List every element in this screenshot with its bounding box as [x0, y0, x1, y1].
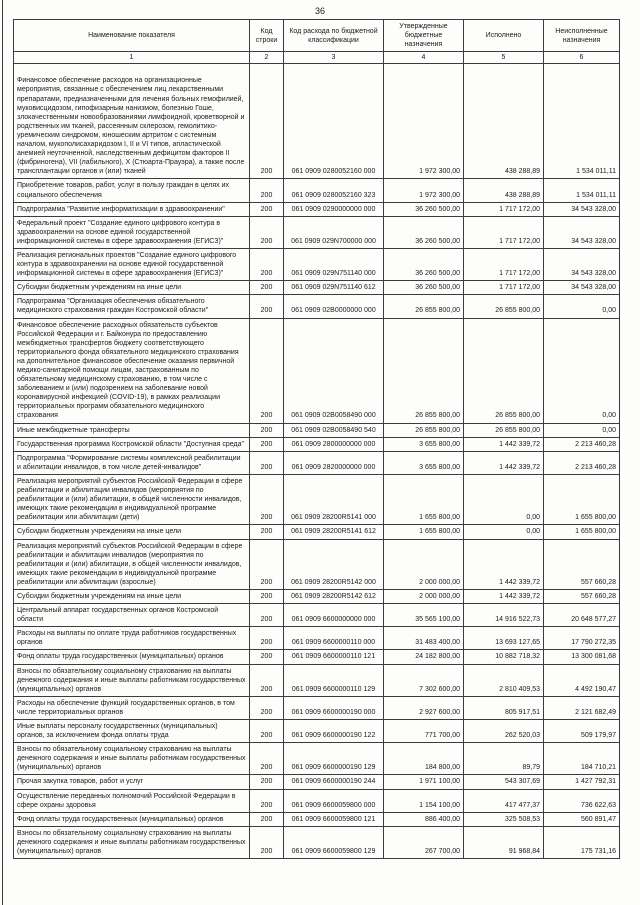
unexecuted-amount: 34 543 328,00	[544, 281, 620, 295]
budget-classification-code: 061 0909 02В0058490 540	[284, 423, 384, 437]
unexecuted-amount: 184 710,21	[544, 743, 620, 775]
executed-amount: 89,79	[464, 743, 544, 775]
header-unexecuted: Неисполненные назначения	[544, 20, 620, 52]
executed-amount: 417 477,37	[464, 789, 544, 812]
budget-classification-code: 061 0909 2820000000 000	[284, 451, 384, 474]
line-code: 200	[250, 525, 284, 539]
approved-amount: 24 182 800,00	[384, 650, 464, 664]
line-code: 200	[250, 539, 284, 589]
approved-amount: 267 700,00	[384, 826, 464, 858]
line-code: 200	[250, 696, 284, 719]
indicator-name: Взносы по обязательному социальному страхованию на выплаты денежного содержания и иные выплаты работникам государственных (муниципальных) органов	[14, 664, 250, 696]
indicator-name: Фонд оплаты труда государственных (муниципальных) органов	[14, 650, 250, 664]
unexecuted-amount: 0,00	[544, 295, 620, 318]
unexecuted-amount: 0,00	[544, 423, 620, 437]
budget-classification-code: 061 0909 029N751140 612	[284, 281, 384, 295]
unexecuted-amount: 34 543 328,00	[544, 202, 620, 216]
unexecuted-amount: 560 891,47	[544, 812, 620, 826]
executed-amount: 26 855 800,00	[464, 318, 544, 423]
budget-classification-code: 061 0909 6600000190 129	[284, 743, 384, 775]
approved-amount: 36 260 500,00	[384, 202, 464, 216]
approved-amount: 771 700,00	[384, 720, 464, 743]
scan-edge-line	[2, 0, 3, 905]
col-number-5: 5	[464, 52, 544, 64]
unexecuted-amount: 13 300 081,68	[544, 650, 620, 664]
budget-classification-code: 061 0909 0280052160 000	[284, 64, 384, 179]
header-approved: Утвержденные бюджетные назначения	[384, 20, 464, 52]
executed-amount: 1 442 339,72	[464, 539, 544, 589]
budget-classification-code: 061 0909 6600000110 129	[284, 664, 384, 696]
executed-amount: 262 520,03	[464, 720, 544, 743]
line-code: 200	[250, 248, 284, 280]
line-code: 200	[250, 789, 284, 812]
budget-classification-code: 061 0909 6600000190 122	[284, 720, 384, 743]
executed-amount: 26 855 800,00	[464, 423, 544, 437]
table-row	[14, 650, 620, 664]
table-row	[14, 664, 620, 696]
line-code: 200	[250, 775, 284, 789]
table-row	[14, 627, 620, 650]
unexecuted-amount: 1 534 011,11	[544, 64, 620, 179]
indicator-name: Субсидии бюджетным учреждениям на иные цели	[14, 589, 250, 603]
col-number-3: 3	[284, 52, 384, 64]
indicator-name: Подпрограмма "Формирование системы комплексной реабилитации и абилитации инвалидов, в том числе детей-инвалидов"	[14, 451, 250, 474]
executed-amount: 543 307,69	[464, 775, 544, 789]
approved-amount: 31 483 400,00	[384, 627, 464, 650]
line-code: 200	[250, 423, 284, 437]
approved-amount: 3 655 800,00	[384, 437, 464, 451]
table-row	[14, 589, 620, 603]
indicator-name: Осуществление переданных полномочий Российской Федерации в сфере охраны здоровья	[14, 789, 250, 812]
table-row	[14, 525, 620, 539]
table-row	[14, 281, 620, 295]
unexecuted-amount: 1 655 800,00	[544, 474, 620, 524]
unexecuted-amount: 2 213 460,28	[544, 437, 620, 451]
indicator-name: Реализация региональных проектов "Создание единого цифрового контура в здравоохранении на основе единой государственной информационной системы в сфере здравоохранения (ЕГИСЗ)"	[14, 248, 250, 280]
executed-amount: 26 855 800,00	[464, 295, 544, 318]
indicator-name: Реализация мероприятий субъектов Российской Федерации в сфере реабилитации и абилитации инвалидов (мероприятия по реабилитации и (или) абилитации, в общей численности инвалидов, имеющих такие рекомендации в индивидуальной программе реабилитации или абилитации (дети)	[14, 474, 250, 524]
approved-amount: 35 565 100,00	[384, 604, 464, 627]
table-row	[14, 248, 620, 280]
unexecuted-amount: 34 543 328,00	[544, 248, 620, 280]
unexecuted-amount: 1 427 792,31	[544, 775, 620, 789]
unexecuted-amount: 20 648 577,27	[544, 604, 620, 627]
approved-amount: 36 260 500,00	[384, 216, 464, 248]
approved-amount: 1 972 300,00	[384, 64, 464, 179]
budget-classification-code: 061 0909 28200R5142 612	[284, 589, 384, 603]
line-code: 200	[250, 604, 284, 627]
budget-classification-code: 061 0909 28200R5142 000	[284, 539, 384, 589]
table-row	[14, 474, 620, 524]
unexecuted-amount: 17 790 272,35	[544, 627, 620, 650]
table-row	[14, 295, 620, 318]
executed-amount: 1 717 172,00	[464, 281, 544, 295]
line-code: 200	[250, 474, 284, 524]
header-budget-code: Код расхода по бюджетной классификации	[284, 20, 384, 52]
indicator-name: Фонд оплаты труда государственных (муниципальных) органов	[14, 812, 250, 826]
line-code: 200	[250, 650, 284, 664]
unexecuted-amount: 1 655 800,00	[544, 525, 620, 539]
approved-amount: 36 260 500,00	[384, 281, 464, 295]
executed-amount: 1 442 339,72	[464, 437, 544, 451]
line-code: 200	[250, 179, 284, 202]
budget-classification-code: 061 0909 6600059800 129	[284, 826, 384, 858]
table-row	[14, 437, 620, 451]
budget-classification-code: 061 0909 02В0058490 000	[284, 318, 384, 423]
approved-amount: 886 400,00	[384, 812, 464, 826]
approved-amount: 1 154 100,00	[384, 789, 464, 812]
col-number-2: 2	[250, 52, 284, 64]
indicator-name: Взносы по обязательному социальному страхованию на выплаты денежного содержания и иные выплаты работникам государственных (муниципальных) органов	[14, 743, 250, 775]
indicator-name: Субсидии бюджетным учреждениям на иные цели	[14, 281, 250, 295]
budget-classification-code: 061 0909 0280052160 323	[284, 179, 384, 202]
line-code: 200	[250, 318, 284, 423]
executed-amount: 438 288,89	[464, 179, 544, 202]
approved-amount: 2 927 600,00	[384, 696, 464, 719]
header-line-code: Код строки	[250, 20, 284, 52]
budget-classification-code: 061 0909 6600059800 000	[284, 789, 384, 812]
indicator-name: Подпрограмма "Развитие информатизации в здравоохранении"	[14, 202, 250, 216]
indicator-name: Иные выплаты персоналу государственных (муниципальных) органов, за исключением фонда оплаты труда	[14, 720, 250, 743]
approved-amount: 2 000 000,00	[384, 589, 464, 603]
executed-amount: 2 810 409,53	[464, 664, 544, 696]
line-code: 200	[250, 437, 284, 451]
budget-classification-code: 061 0909 029N751140 000	[284, 248, 384, 280]
table-row	[14, 743, 620, 775]
executed-amount: 13 693 127,65	[464, 627, 544, 650]
indicator-name: Федеральный проект "Создание единого цифрового контура в здравоохранении на основе единой государственной информационной системы в сфере здравоохранения (ЕГИСЗ)"	[14, 216, 250, 248]
col-number-1: 1	[14, 52, 250, 64]
line-code: 200	[250, 664, 284, 696]
table-row	[14, 775, 620, 789]
executed-amount: 805 917,51	[464, 696, 544, 719]
indicator-name: Прочая закупка товаров, работ и услуг	[14, 775, 250, 789]
table-row	[14, 202, 620, 216]
unexecuted-amount: 557 660,28	[544, 539, 620, 589]
unexecuted-amount: 736 622,63	[544, 789, 620, 812]
unexecuted-amount: 1 534 011,11	[544, 179, 620, 202]
line-code: 200	[250, 64, 284, 179]
table-row	[14, 318, 620, 423]
executed-amount: 91 968,84	[464, 826, 544, 858]
approved-amount: 36 260 500,00	[384, 248, 464, 280]
unexecuted-amount: 509 179,97	[544, 720, 620, 743]
line-code: 200	[250, 812, 284, 826]
unexecuted-amount: 2 213 460,28	[544, 451, 620, 474]
line-code: 200	[250, 202, 284, 216]
table-row	[14, 720, 620, 743]
unexecuted-amount: 175 731,16	[544, 826, 620, 858]
indicator-name: Подпрограмма "Организация обеспечения обязательного медицинского страхования граждан Костромской области"	[14, 295, 250, 318]
table-header-row	[14, 20, 620, 52]
table-row	[14, 789, 620, 812]
indicator-name: Взносы по обязательному социальному страхованию на выплаты денежного содержания и иные выплаты работникам государственных (муниципальных) органов	[14, 826, 250, 858]
page-number: 36	[314, 6, 325, 16]
approved-amount: 2 000 000,00	[384, 539, 464, 589]
executed-amount: 1 717 172,00	[464, 216, 544, 248]
approved-amount: 3 655 800,00	[384, 451, 464, 474]
budget-classification-code: 061 0909 6600000190 000	[284, 696, 384, 719]
executed-amount: 0,00	[464, 525, 544, 539]
line-code: 200	[250, 743, 284, 775]
approved-amount: 1 971 100,00	[384, 775, 464, 789]
table-row	[14, 179, 620, 202]
indicator-name: Расходы на выплаты по оплате труда работников государственных органов	[14, 627, 250, 650]
approved-amount: 184 800,00	[384, 743, 464, 775]
line-code: 200	[250, 720, 284, 743]
unexecuted-amount: 2 121 682,49	[544, 696, 620, 719]
table-row	[14, 423, 620, 437]
table-row	[14, 539, 620, 589]
approved-amount: 26 855 800,00	[384, 423, 464, 437]
indicator-name: Приобретение товаров, работ, услуг в пользу граждан в целях их социального обеспечения	[14, 179, 250, 202]
executed-amount: 1 717 172,00	[464, 202, 544, 216]
unexecuted-amount: 0,00	[544, 318, 620, 423]
indicator-name: Субсидии бюджетным учреждениям на иные цели	[14, 525, 250, 539]
line-code: 200	[250, 826, 284, 858]
indicator-name: Расходы на обеспечение функций государственных органов, в том числе территориальных органов	[14, 696, 250, 719]
line-code: 200	[250, 281, 284, 295]
indicator-name: Финансовое обеспечение расходных обязательств субъектов Российской Федерации и г. Байконура по предоставлению межбюджетных трансфертов бюджету соответствующего территориального фонда обязательного медицинского страхования на дополнительное финансовое обеспечение оказания первичной медико-санитарной помощи лицам, застрахованным по обязательному медицинскому страхованию, в том числе с заболеванием и (или) подозрением на заболевание новой коронавирусной инфекцией (COVID-19), в рамках реализации территориальных программ обязательного медицинского страхования	[14, 318, 250, 423]
budget-classification-code: 061 0909 6600059800 121	[284, 812, 384, 826]
header-executed: Исполнено	[464, 20, 544, 52]
col-number-6: 6	[544, 52, 620, 64]
unexecuted-amount: 557 660,28	[544, 589, 620, 603]
table-row	[14, 64, 620, 179]
executed-amount: 1 442 339,72	[464, 589, 544, 603]
unexecuted-amount: 4 492 190,47	[544, 664, 620, 696]
table-row	[14, 812, 620, 826]
line-code: 200	[250, 451, 284, 474]
approved-amount: 1 972 300,00	[384, 179, 464, 202]
executed-amount: 10 882 718,32	[464, 650, 544, 664]
executed-amount: 14 916 522,73	[464, 604, 544, 627]
indicator-name: Центральный аппарат государственных органов Костромской области	[14, 604, 250, 627]
approved-amount: 7 302 600,00	[384, 664, 464, 696]
table-row	[14, 216, 620, 248]
line-code: 200	[250, 589, 284, 603]
budget-classification-code: 061 0909 029N700000 000	[284, 216, 384, 248]
budget-classification-code: 061 0909 6600000110 121	[284, 650, 384, 664]
table-row	[14, 451, 620, 474]
approved-amount: 1 655 800,00	[384, 474, 464, 524]
budget-classification-code: 061 0909 6600000110 000	[284, 627, 384, 650]
approved-amount: 26 855 800,00	[384, 295, 464, 318]
budget-classification-code: 061 0909 6600000190 244	[284, 775, 384, 789]
budget-classification-code: 061 0909 28200R5141 612	[284, 525, 384, 539]
budget-classification-code: 061 0909 6600000000 000	[284, 604, 384, 627]
table-row	[14, 696, 620, 719]
budget-classification-code: 061 0909 0290000000 000	[284, 202, 384, 216]
approved-amount: 1 655 800,00	[384, 525, 464, 539]
budget-execution-table	[13, 19, 620, 859]
table-row	[14, 826, 620, 858]
indicator-name: Государственная программа Костромской области "Доступная среда"	[14, 437, 250, 451]
col-number-4: 4	[384, 52, 464, 64]
budget-classification-code: 061 0909 2800000000 000	[284, 437, 384, 451]
column-number-row	[14, 52, 620, 64]
approved-amount: 26 855 800,00	[384, 318, 464, 423]
executed-amount: 1 442 339,72	[464, 451, 544, 474]
line-code: 200	[250, 216, 284, 248]
table-row	[14, 604, 620, 627]
line-code: 200	[250, 295, 284, 318]
header-indicator-name: Наименование показателя	[14, 20, 250, 52]
budget-classification-code: 061 0909 28200R5141 000	[284, 474, 384, 524]
unexecuted-amount: 34 543 328,00	[544, 216, 620, 248]
executed-amount: 1 717 172,00	[464, 248, 544, 280]
line-code: 200	[250, 627, 284, 650]
indicator-name: Реализация мероприятий субъектов Российской Федерации в сфере реабилитации и абилитации инвалидов (мероприятия по реабилитации и (или) абилитации, в общей численности инвалидов, имеющих такие рекомендации в индивидуальной программе реабилитации или абилитации (взрослые)	[14, 539, 250, 589]
indicator-name: Иные межбюджетные трансферты	[14, 423, 250, 437]
executed-amount: 438 288,89	[464, 64, 544, 179]
executed-amount: 0,00	[464, 474, 544, 524]
executed-amount: 325 508,53	[464, 812, 544, 826]
budget-classification-code: 061 0909 02В0000000 000	[284, 295, 384, 318]
indicator-name: Финансовое обеспечение расходов на организационные мероприятия, связанные с обеспечением лиц лекарственными препаратами, предназначенными для лечения больных гемофилией, муковисцидозом, гипофизарным нанизмом, болезнью Гоше, злокачественными новообразованиями лимфоидной, кроветворной и родственных им тканей, рассеянным склерозом, гемолитико-уремическим синдромом, юношеским артритом с системным началом, мукополисахаридозом I, II и VI типов, апластической анемией неуточненной, наследственным дефицитом факторов II (фибриногена), VII (лабильного), X (Стюарта-Прауэра), а также после трансплантации органов и (или) тканей	[14, 64, 250, 179]
